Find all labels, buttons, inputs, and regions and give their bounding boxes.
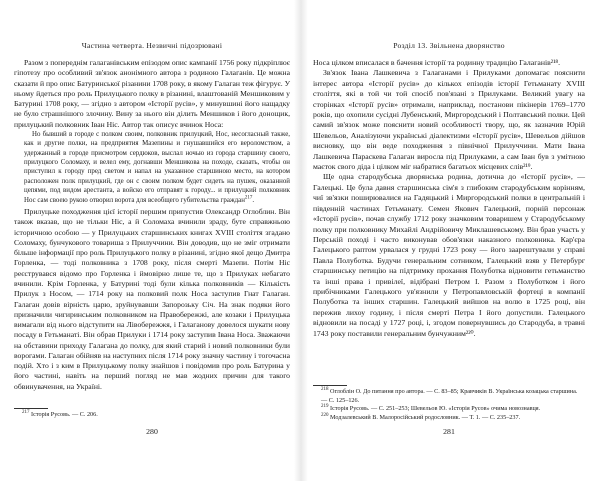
left-paragraph-1: Разом з попереднім галаганівським епізодом опис кампанії 1756 року підкріплює гіпотезу про особливий зв'язок анонімного автора з родиною Галаганів. Це можна сказати й про опис Батуринської різанини 1708 року, в якому Галаган теж фігурує. У ньому йдеться про роль Прилуцького полку в різанині, влаштованій Меншиковим у Батурині 1708 року, — згідно з автором «Історії русів», у минувшині його нащадку не було страшнішого злочину. Вину за нього він ділить Меншиков і його донощик, прилуцький полковник Іван Ніс. Автор так описує вчинок Носа:	[14, 58, 290, 129]
left-footnote-num: 217	[22, 409, 30, 415]
right-footnote	[313, 414, 585, 423]
left-body-text	[14, 58, 290, 392]
left-quote-text: Но бывший в городе с полком своим, полковник прилуцкий, Нос, несогласный также, как и другие полки, на предприятия Мазепины и гнушавшийся его вероломством, а удержанный в городе присмотром сердюков, выслал ночью из города старшину своего, прилуцкого Соломаху, и велел ему, догнавши Меншикова на походе, сказать, чтобы он приступил к городу пред светом и напал на указанное старшиною место, на котором расположен полк прилуцкий, где он с своим полком будет сидеть на пушек, оказанной цепями, под видом арестанта, а войско его отправят к городу... и прилуцкий полковник Нос сам своею рукою отворил ворота для всеобщего губительства граждан	[24, 130, 290, 204]
left-footnote	[14, 411, 290, 420]
left-footnote-rule	[14, 408, 48, 409]
left-quote-ref: 217	[244, 195, 253, 201]
right-footnote	[313, 405, 585, 414]
left-footnote-text: Історія Русовь. — С. 206.	[31, 411, 98, 418]
right-footnotes	[313, 388, 585, 422]
left-quote: Но бывший в городе с полком своим, полковник прилуцкий, Нос, несогласный также, как и другие полки, на предприятия Мазепины и гнушавшийся его вероломством, а удержанный в городе присмотром сердюков, выслал ночью из города старшину своего, прилуцкого Соломаху, и велел ему, догнавши Меншикова на походе, сказать, чтобы он приступил к городу пред светом и напал на указанное старшиною место, на котором расположен полк прилуцкий, где он с своим полком будет сидеть на пушек, оказанной цепями, под видом арестанта, а войско его отправят к городу... и прилуцкий полковник Нос сам своею рукою отворил ворота для всеобщего губительства граждан$^{217}$.	[24, 130, 290, 204]
right-footnote-text: Модзалевський В. Малоросійський родословник. — Т. 1. — С. 235–237.	[330, 413, 521, 421]
right-footnote	[313, 388, 585, 405]
left-footnotes	[14, 411, 290, 420]
left-running-head: Частина четверта. Незвичні підозрювані	[81, 41, 223, 50]
right-body-text	[313, 58, 585, 339]
left-page	[14, 0, 290, 481]
left-paragraph-2: Прилуцьке походження цієї історії першим припустив Олександр Оглоблин. Він також вказав, що не тільки Ніс, а й Соломаха вчинили зраду, буте справжньою історичною особою — у Прилуцьких старшинських книгах XVIII століття згадано Соломаху, бунчукового товариша з Прилуччини. Він доводив, що не зміг отримати більше інформації про роль Прилуцького полку в різанині, згідно якої дещо Дмитра Горленка, — тоді полковника з 1708 року, після смерті Мазепи. Потім Ніс реєструвався відомо про Горленка і ймовірно лише те, що з Прилуках небагато вчинили. Крім Горленка, у Батурині тоді були кілька полковників — Кількість Прилук з Носом, — 1714 року на полковий полк Носа заступив Гнат Галаган. Галаган довів вірність царю, зруйнувавши Запорозьку Січ. На знак подяки його призначили чигиринським полковником на Правобережжі, але козаки і Прилуцька вимагали від нього відступити на Лівобережжя, і Галаганову довелося шукати нову посаду в Гетьманаті. Він обрав Прилуки і 1714 року заступив Івана Носа. Зважаючи на обставини приходу Галагана до полку, для який старий і новий полковники були ворогами. Галаган обійняв на наступних після 1714 року значну частину і тогочасна подій. Хто і з ким в Прилуцькому полку знайшов і повідомив про роль Батурина у його частині, навіть на перший погляд не мав жодних причин для такого обвинувачення, на Україні.	[14, 207, 290, 391]
right-paragraph-2: Зв'язок Івана Лашкевича з Галаганами і Прилуками допомагає пояснити інтерес автора «Історії русів» до кількох епізодів історії Гетьманату XVIII століття, які в той чи той спосіб пов'язані з Прилуками. Великий увагу на сторінках «Історії русів» отримали, наприклад, постанови пікінерів 1769–1770 років, що охопили сусідні Лубенський, Миргородський і Полтавський полки. Цей самий зв'язок може пояснити новий особливості твору, що, як зазначив Юрій Шевельов, Аналізуючи українські діалектизми «Історії русів», Шевельов дійшов висновку, що він веде походження з північної Прилуччини. Мати Івана Лашкевича Параскева Галаган виросла під Прилуками, а сам Іван був з умітною маєток свого діда і цілком міг набратися багатьох місцевих слів²¹⁹.	[313, 68, 585, 172]
right-paragraph-3: Ще одна стародубська дворянська родина, дотична до «Історії русів», — Галецькі. Це була давня старшинська сім'я з глибоким стародубським корінням, чиї зв'язки поширювалися на Гадяцький і Миргородський полки в центральній і південній частинах Гетьманату. Семен Якович Галецький, порній персонаж «Історії русів», почав службу 1712 року значковим товаришем у Стародубському полку при полковнику Михайлі Андрійовичу Миклашевському. Він брав участь у Перській поході і часто виконував обов'язки наказного полковника. Кар'єра Галецького раптом урвалася у грудні 1723 року — його заарештували у справі Павла Полуботка. Будучи генеральним сотником, Галецький взяв у Петербург старшинську петицію на підтримку прохання Полуботка відновити гетьманство та інші права і привілеї, відібрані Петром І. Разом з Полуботком і його прибічниками Галецького ув'язнили у Петропавловській фортеці в компанії Полуботка та інших старшин. Галецький вийшов на волю в 1725 році, він пережив лихоу годину, і після смерті Петра І його допустили. Галецького відновили на посаді у 1727 році, і, згодом повернувшись до Стародуба, в травні 1743 року поставили генеральним бунчужним²²⁰.	[313, 172, 585, 338]
right-footnote-num: 218	[321, 386, 329, 392]
right-running-head: Розділ 13. Звільнена дворянство	[393, 41, 505, 50]
book-gutter	[294, 0, 308, 481]
right-page	[313, 0, 585, 481]
right-footnote-rule	[313, 385, 347, 386]
right-paragraph-1: Носа цілком вписалася в бачення історії та родинну традицію Галаганів²¹⁸.	[313, 58, 561, 67]
right-page-number: 281	[443, 427, 455, 436]
right-footnote-num: 219	[321, 404, 329, 410]
left-page-number: 280	[146, 427, 158, 436]
right-footnote-text: Історія Русовь. — С. 251–253; Шевельов Ю. «Історія Русов» очима новознавця.	[330, 405, 541, 413]
right-footnote-num: 220	[321, 412, 329, 418]
right-footnote-text: Оглоблін О. До питання про автора. — С. 83–85; Кравчиків В. Українська козацька старшина. — С. 125–126.	[321, 388, 578, 404]
